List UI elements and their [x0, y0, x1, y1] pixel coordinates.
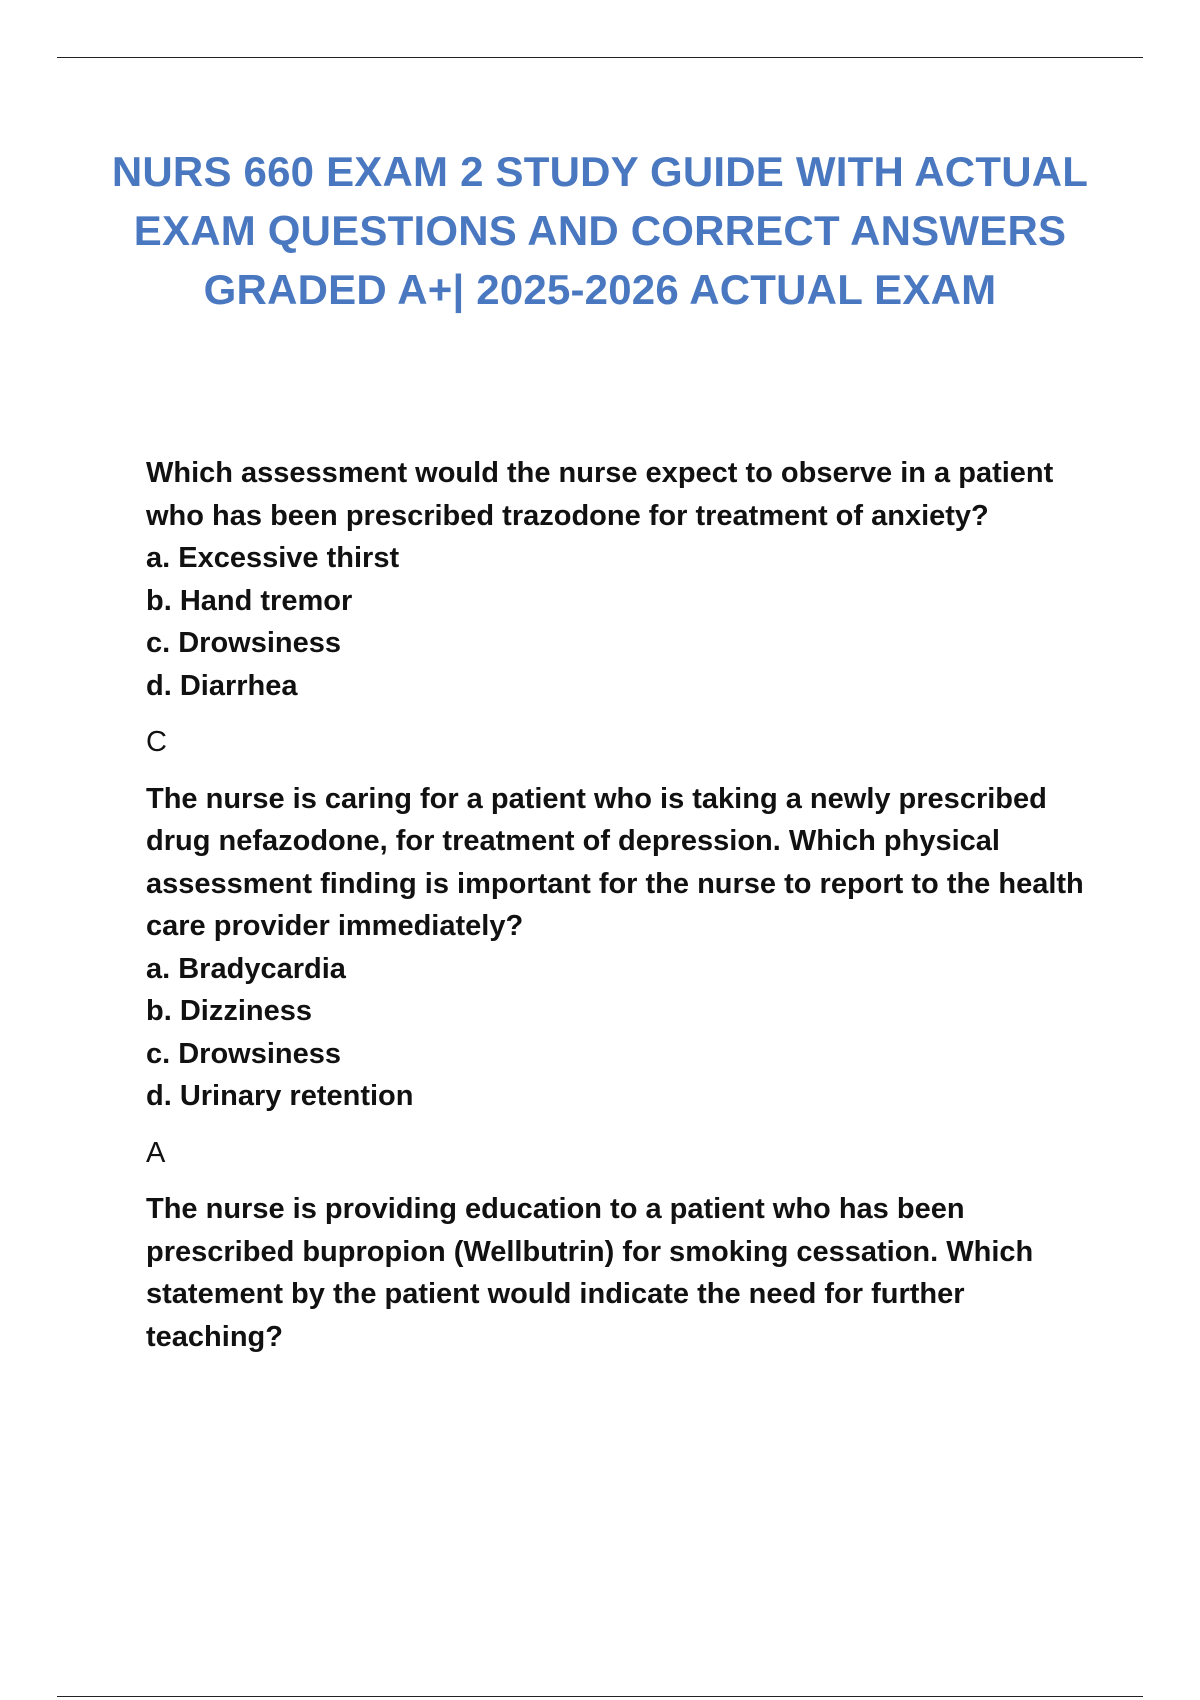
option-d: d. Diarrhea [146, 669, 298, 702]
bottom-rule [57, 1696, 1143, 1697]
top-rule [57, 57, 1143, 58]
option-a: a. Bradycardia [146, 952, 346, 985]
option-c: c. Drowsiness [146, 627, 342, 659]
option-c: c. Drowsiness [146, 1037, 342, 1070]
question-block-2 [146, 778, 1106, 1175]
option-d: d. Urinary retention [146, 1080, 414, 1112]
answer-options [146, 948, 1106, 1118]
correct-answer: A [146, 1136, 166, 1169]
correct-answer: C [146, 726, 167, 758]
option-b: b. Dizziness [146, 995, 312, 1027]
question-text: The nurse is caring for a patient who is taking a newly prescribed drug nefazodone, for treatment of depression. Which physical assessment finding is important for the nurse to report to the health care provider immediately? [146, 782, 1084, 942]
answer-options [146, 537, 1106, 707]
question-block-1 [146, 452, 1106, 764]
question-text: Which assessment would the nurse expect to observe in a patient who has been prescribed trazodone for treatment of anxiety? [146, 457, 1054, 532]
document-body [146, 452, 1106, 1358]
question-text: The nurse is providing education to a patient who has been prescribed bupropion (Wellbutrin) for smoking cessation. Which statement by the patient would indicate the need for further teaching? [146, 1193, 1034, 1353]
document-title: NURS 660 EXAM 2 STUDY GUIDE WITH ACTUAL EXAM QUESTIONS AND CORRECT ANSWERS GRADED A+| 2025-2026 ACTUAL EXAM [111, 148, 1089, 313]
option-a: a. Excessive thirst [146, 542, 400, 574]
question-block-3 [146, 1188, 1106, 1358]
option-b: b. Hand tremor [146, 584, 353, 617]
